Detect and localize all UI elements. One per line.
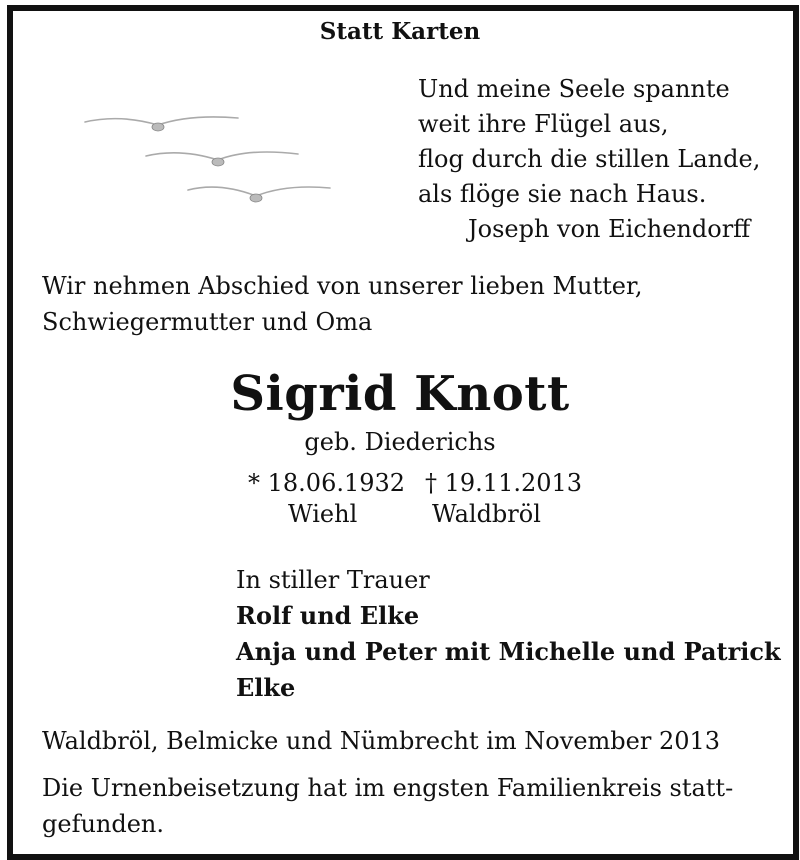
poem-line: weit ihre Flügel aus, (418, 110, 669, 138)
mourner-name: Rolf und Elke (236, 601, 420, 630)
mourners (236, 562, 781, 706)
intro-line: Schwiegermutter und Oma (42, 308, 373, 336)
mourner-name: Elke (236, 673, 296, 702)
mourners-intro: In stiller Trauer (236, 566, 430, 594)
poem-author: Joseph von Eichendorff (468, 215, 751, 243)
birth-place: Wiehl (288, 500, 358, 528)
birds-illustration (80, 100, 340, 220)
death-place: Waldbröl (432, 500, 541, 528)
note-line: gefunden. (42, 810, 165, 838)
poem-line: als flöge sie nach Haus. (418, 180, 707, 208)
poem-line: Und meine Seele spannte (418, 75, 730, 103)
poem-line: flog durch die stillen Lande, (418, 145, 761, 173)
mourner-name: Anja und Peter mit Michelle und Patrick (236, 637, 781, 666)
deceased-name: Sigrid Knott (230, 366, 570, 422)
born-name: geb. Diederichs (304, 428, 496, 456)
poem (418, 72, 760, 247)
intro-text (42, 268, 642, 340)
place-date: Waldbröl, Belmicke und Nümbrecht im November 2013 (42, 727, 721, 755)
death-date: † 19.11.2013 (425, 469, 583, 497)
header: Statt Karten (319, 18, 481, 45)
note-line: Die Urnenbeisetzung hat im engsten Familienkreis statt- (42, 774, 734, 802)
birth-date: * 18.06.1932 (248, 469, 406, 497)
burial-note (42, 770, 733, 842)
intro-line: Wir nehmen Abschied von unserer lieben Mutter, (42, 272, 643, 300)
